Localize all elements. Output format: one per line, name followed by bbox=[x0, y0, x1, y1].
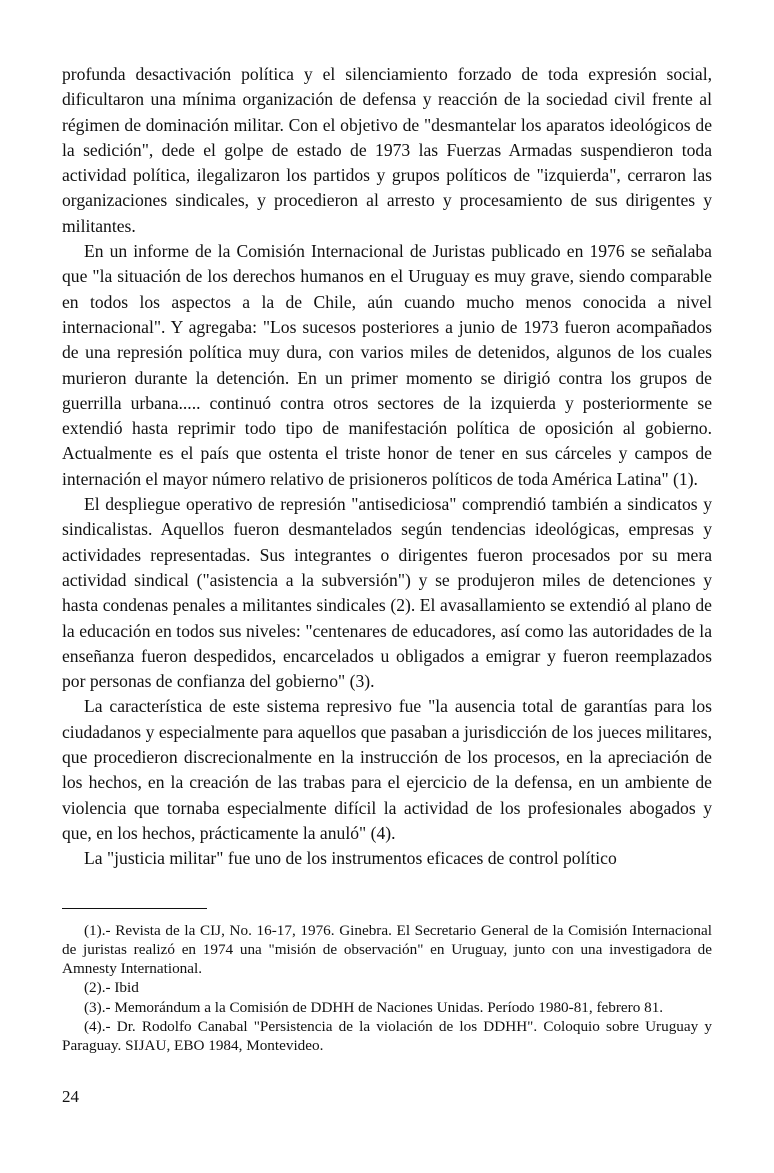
footnote-1: (1).- Revista de la CIJ, No. 16-17, 1976. Ginebra. El Secretario General de la Comisión Internacional de juristas realizó en 1974 una "misión de observación" en Uruguay, junto con una investigadora de Amnesty International. bbox=[62, 921, 712, 978]
footnotes bbox=[62, 921, 712, 1056]
page-content bbox=[62, 62, 712, 1056]
paragraph-3: El despliegue operativo de represión "antisediciosa" comprendió también a sindicatos y sindicalistas. Aquellos fueron desmantelados según tendencias ideológicas, empresas y actividades representadas. Sus integrantes o dirigentes fueron procesados por su mera actividad sindical ("asistencia a la subversión") y se produjeron miles de detenciones y hasta condenas penales a militantes sindicales (2). El avasallamiento se extendió al plano de la educación en todos sus niveles: "centenares de educadores, así como las autoridades de la enseñanza fueron despedidos, encarcelados u obligados a emigrar y fueron reemplazados por personas de confianza del gobierno" (3). bbox=[62, 494, 712, 692]
footnote-divider bbox=[62, 908, 207, 909]
footnote-4: (4).- Dr. Rodolfo Canabal "Persistencia de la violación de los DDHH". Coloquio sobre Uruguay y Paraguay. SIJAU, EBO 1984, Montevideo. bbox=[62, 1017, 712, 1055]
paragraph-1: profunda desactivación política y el silenciamiento forzado de toda expresión social, dificultaron una mínima organización de defensa y reacción de la sociedad civil frente al régimen de dominación militar. Con el objetivo de "desmantelar los aparatos ideológicos de la sedición", dede el golpe de estado de 1973 las Fuerzas Armadas suspendieron toda actividad política, ilegalizaron los partidos y grupos políticos de "izquierda", cerraron las organizaciones sindicales, y procedieron al arresto y procesamiento de sus dirigentes y militantes. bbox=[62, 64, 712, 236]
footnote-3: (3).- Memorándum a la Comisión de DDHH de Naciones Unidas. Período 1980-81, febrero 81. bbox=[84, 998, 664, 1016]
paragraph-4: La característica de este sistema represivo fue "la ausencia total de garantías para los ciudadanos y especialmente para aquellos que pasaban a jurisdicción de los jueces militares, que procedieron discrecionalmente en la instrucción de los procesos, en la apreciación de los hechos, en la creación de las trabas para el ejercicio de la defensa, en un ambiente de violencia que tornaba especialmente difícil la actividad de los profesionales abogados y que, en los hechos, prácticamente la anuló" (4). bbox=[62, 696, 712, 843]
body-text bbox=[62, 62, 712, 872]
paragraph-2: En un informe de la Comisión Internacional de Juristas publicado en 1976 se señalaba que "la situación de los derechos humanos en el Uruguay es muy grave, siendo comparable en todos los aspectos a la de Chile, aún cuando mucho menos conocida a nivel internacional". Y agregaba: "Los sucesos posteriores a junio de 1973 fueron acompañados de una represión política muy dura, con varios miles de detenidos, algunos de los cuales murieron durante la detención. En un primer momento se dirigió contra los grupos de guerrilla urbana..... continuó contra otros sectores de la izquierda y posteriormente se extendió hasta reprimir todo tipo de manifestación política de oposición al gobierno. Actualmente es el país que ostenta el triste honor de tener en sus cárceles y campos de internación el mayor número relativo de prisioneros políticos de toda América Latina" (1). bbox=[62, 241, 712, 489]
footnote-2: (2).- Ibid bbox=[84, 979, 139, 997]
paragraph-5: La "justicia militar" fue uno de los instrumentos eficaces de control político bbox=[84, 848, 617, 869]
page-number: 24 bbox=[62, 1087, 79, 1106]
